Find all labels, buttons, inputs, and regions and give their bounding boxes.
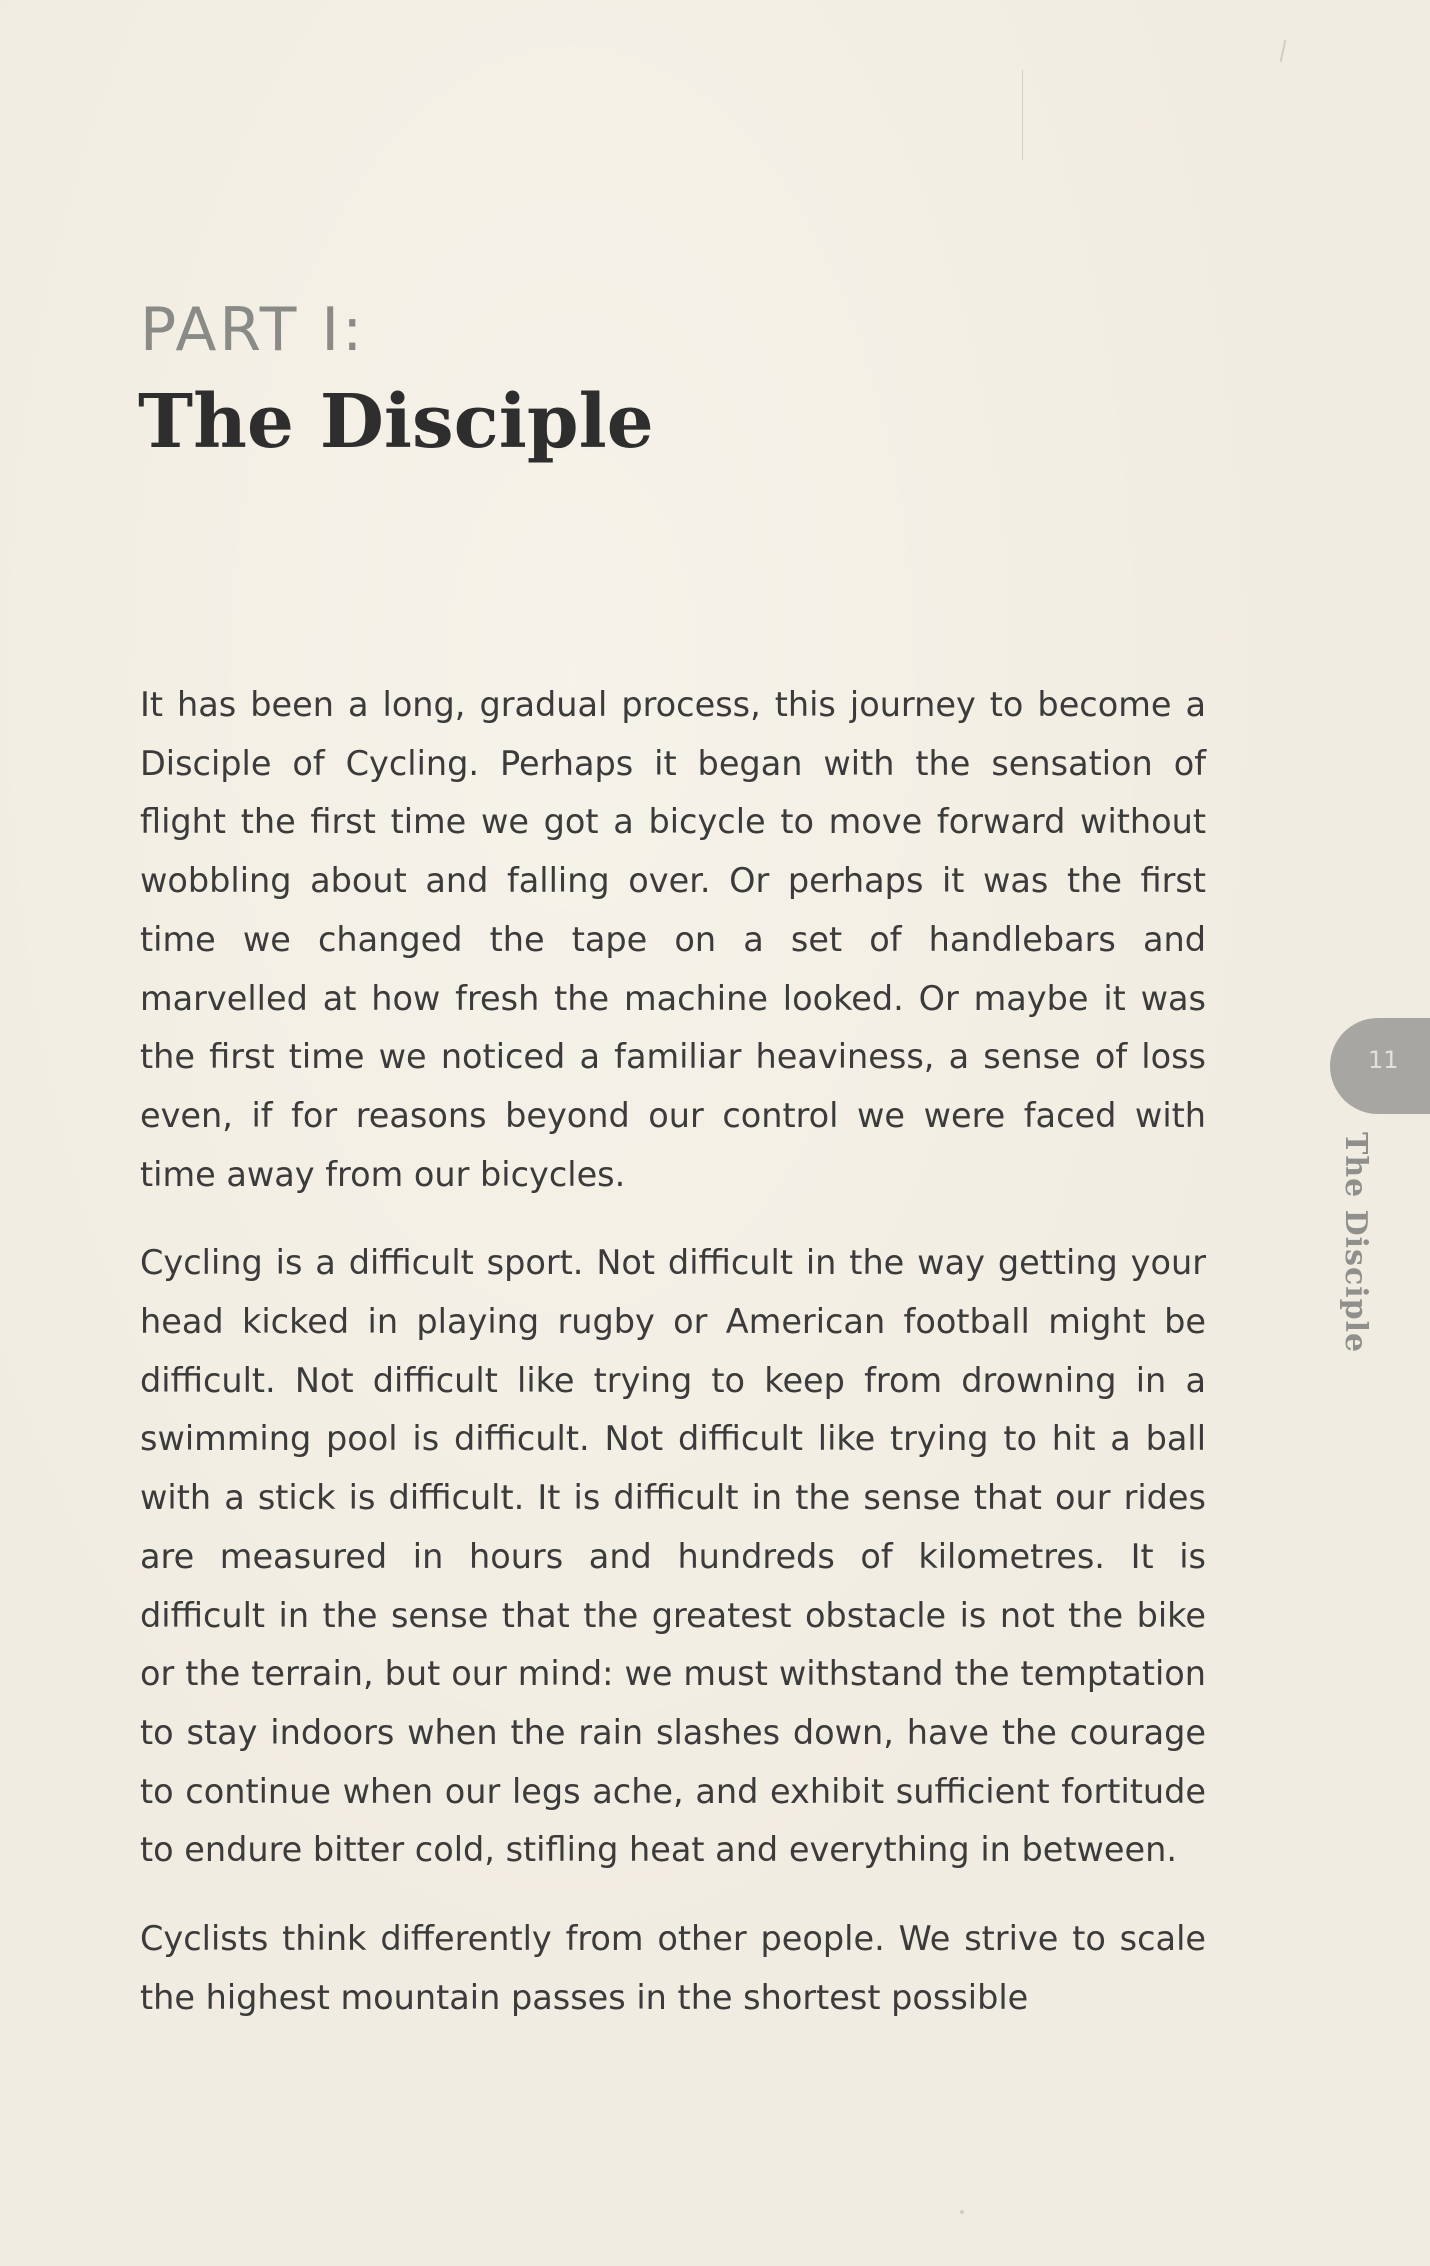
chapter-title: The Disciple	[138, 379, 654, 465]
part-label: PART I:	[140, 295, 366, 365]
body-text	[140, 676, 1206, 2057]
paragraph: It has been a long, gradual process, this journey to become a Disciple of Cycling. Perhaps it began with the sensation of flight the first time we got a bicycle to move forward without wobbling about and falling over. Or perhaps it was the first time we changed the tape on a set of handlebars and marvelled at how fresh the machine looked. Or maybe it was the first time we noticed a familiar heaviness, a sense of loss even, if for reasons beyond our control we were faced with time away from our bicycles.	[140, 685, 1206, 1194]
page-number: 11	[1368, 1046, 1399, 1074]
scan-speck	[1022, 70, 1023, 160]
paragraph: Cyclists think differently from other people. We strive to scale the highest mountain passes in the shortest possible	[140, 1919, 1206, 2017]
scan-speck	[960, 2210, 964, 2214]
scan-speck	[1280, 40, 1287, 62]
running-head: The Disciple	[1338, 1132, 1373, 1354]
paragraph: Cycling is a difficult sport. Not difficult in the way getting your head kicked in playing rugby or American football might be difficult. Not difficult like trying to keep from drowning in a swimming pool is difficult. Not difficult like trying to hit a ball with a stick is difficult. It is difficult in the sense that our rides are measured in hours and hundreds of kilometres. It is difficult in the sense that the greatest obstacle is not the bike or the terrain, but our mind: we must withstand the temptation to stay indoors when the rain slashes down, have the courage to continue when our legs ache, and exhibit sufficient fortitude to endure bitter cold, stifling heat and everything in between.	[140, 1243, 1206, 1870]
